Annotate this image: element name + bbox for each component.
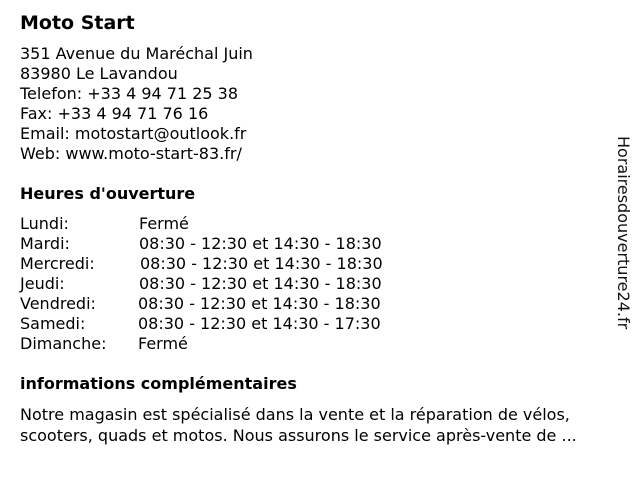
day-label: Dimanche:: [20, 334, 107, 353]
email-link[interactable]: Email: motostart@outlook.fr: [20, 124, 247, 143]
day-hours: 08:30 - 12:30 et 14:30 - 18:30: [140, 254, 383, 273]
address-city: 83980 Le Lavandou: [20, 64, 178, 83]
day-hours: 08:30 - 12:30 et 14:30 - 18:30: [138, 294, 381, 313]
business-description: [20, 404, 630, 446]
hours-row-vendredi: [20, 294, 440, 314]
fax-number: Fax: +33 4 94 71 76 16: [20, 104, 209, 123]
business-name: Moto Start: [20, 12, 135, 34]
day-hours: Fermé: [138, 334, 188, 353]
day-hours: 08:30 - 12:30 et 14:30 - 18:30: [139, 234, 382, 253]
hours-row-lundi: [20, 214, 440, 234]
day-label: Jeudi:: [20, 274, 65, 293]
hours-row-samedi: [20, 314, 440, 334]
day-label: Mercredi:: [20, 254, 95, 273]
contact-block: [20, 44, 253, 164]
day-label: Samedi:: [20, 314, 86, 333]
phone-number[interactable]: Telefon: +33 4 94 71 25 38: [20, 84, 239, 103]
opening-hours-table: [20, 214, 440, 354]
hours-heading: Heures d'ouverture: [20, 184, 196, 203]
info-heading: informations complémentaires: [20, 374, 297, 393]
hours-row-mercredi: [20, 254, 440, 274]
day-hours: 08:30 - 12:30 et 14:30 - 17:30: [138, 314, 381, 333]
watermark-text: Horairesdouverture24.fr: [614, 136, 633, 330]
day-hours: 08:30 - 12:30 et 14:30 - 18:30: [139, 274, 382, 293]
website-link[interactable]: Web: www.moto-start-83.fr/: [20, 144, 242, 163]
day-hours: Fermé: [139, 214, 189, 233]
hours-row-dimanche: [20, 334, 440, 354]
description-line: Notre magasin est spécialisé dans la vente et la réparation de vélos,: [20, 405, 570, 424]
hours-row-mardi: [20, 234, 440, 254]
day-label: Vendredi:: [20, 294, 96, 313]
day-label: Mardi:: [20, 234, 70, 253]
hours-row-jeudi: [20, 274, 440, 294]
description-line: scooters, quads et motos. Nous assurons le service après-vente de ...: [20, 426, 577, 445]
address-street: 351 Avenue du Maréchal Juin: [20, 44, 253, 63]
day-label: Lundi:: [20, 214, 69, 233]
